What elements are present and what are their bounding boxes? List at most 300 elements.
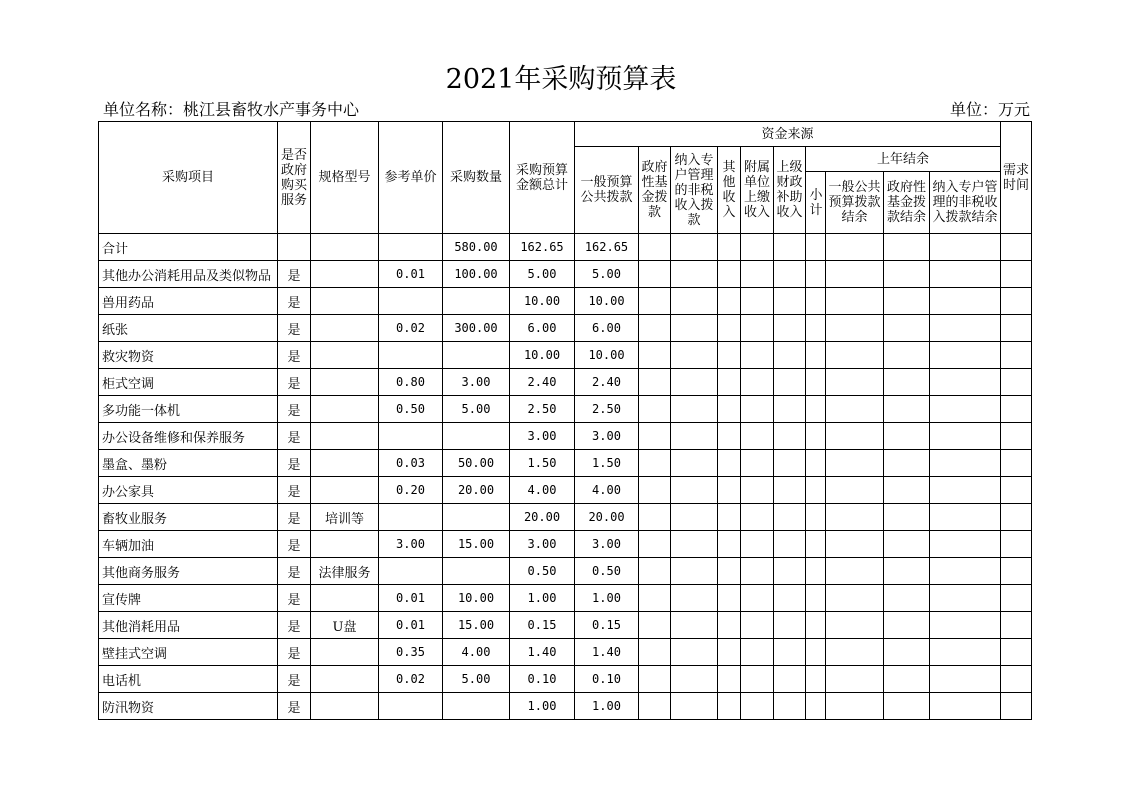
table-row xyxy=(99,639,1032,666)
cell-item: 壁挂式空调 xyxy=(99,639,278,666)
cell-empty xyxy=(639,585,671,612)
cell-unit-price xyxy=(379,288,443,315)
cell-gov-service: 是 xyxy=(278,693,311,720)
cell-item: 畜牧业服务 xyxy=(99,504,278,531)
cell-empty xyxy=(718,558,741,585)
cell-empty xyxy=(1001,531,1032,558)
cell-empty xyxy=(639,396,671,423)
cell-empty xyxy=(718,585,741,612)
cell-spec xyxy=(311,288,379,315)
cell-unit-price: 0.02 xyxy=(379,315,443,342)
table-row xyxy=(99,288,1032,315)
cell-gov-service: 是 xyxy=(278,450,311,477)
cell-general-budget: 3.00 xyxy=(575,531,639,558)
cell-empty xyxy=(671,315,718,342)
cell-empty xyxy=(671,423,718,450)
cell-empty xyxy=(671,693,718,720)
cell-empty xyxy=(930,504,1001,531)
cell-empty xyxy=(718,477,741,504)
cell-unit-price: 0.20 xyxy=(379,477,443,504)
cell-empty xyxy=(741,369,774,396)
cell-spec xyxy=(311,369,379,396)
cell-total: 1.50 xyxy=(510,450,575,477)
cell-unit-price: 3.00 xyxy=(379,531,443,558)
cell-empty xyxy=(774,369,806,396)
cell-empty xyxy=(826,531,884,558)
cell-unit-price: 0.35 xyxy=(379,639,443,666)
cell-gov-service: 是 xyxy=(278,666,311,693)
cell-general-budget: 2.40 xyxy=(575,369,639,396)
cell-item: 车辆加油 xyxy=(99,531,278,558)
cell-empty xyxy=(639,639,671,666)
cell-empty xyxy=(806,234,826,261)
cell-empty xyxy=(671,234,718,261)
cell-empty xyxy=(639,234,671,261)
table-row xyxy=(99,558,1032,585)
cell-general-budget: 1.00 xyxy=(575,693,639,720)
cell-unit-price: 0.03 xyxy=(379,450,443,477)
cell-empty xyxy=(774,504,806,531)
cell-gov-service: 是 xyxy=(278,612,311,639)
cell-empty xyxy=(826,315,884,342)
cell-spec xyxy=(311,234,379,261)
table-row xyxy=(99,666,1032,693)
cell-gov-service: 是 xyxy=(278,396,311,423)
cell-quantity: 20.00 xyxy=(443,477,510,504)
procurement-budget-table xyxy=(98,121,1032,720)
cell-general-budget: 3.00 xyxy=(575,423,639,450)
cell-total: 3.00 xyxy=(510,531,575,558)
cell-empty xyxy=(930,261,1001,288)
cell-item: 其他办公消耗用品及类似物品 xyxy=(99,261,278,288)
cell-total: 1.40 xyxy=(510,639,575,666)
cell-empty xyxy=(741,666,774,693)
table-row xyxy=(99,450,1032,477)
cell-empty xyxy=(884,693,930,720)
header-demand-time: 需求时间 xyxy=(1001,122,1032,234)
cell-empty xyxy=(774,558,806,585)
cell-empty xyxy=(741,315,774,342)
cell-empty xyxy=(806,558,826,585)
cell-gov-service: 是 xyxy=(278,423,311,450)
cell-empty xyxy=(930,234,1001,261)
cell-total: 2.40 xyxy=(510,369,575,396)
header-subtotal xyxy=(806,172,826,234)
cell-empty xyxy=(806,369,826,396)
cell-empty xyxy=(826,342,884,369)
cell-item: 其他消耗用品 xyxy=(99,612,278,639)
cell-item: 防汛物资 xyxy=(99,693,278,720)
cell-spec xyxy=(311,396,379,423)
cell-empty xyxy=(1001,342,1032,369)
cell-empty xyxy=(884,342,930,369)
cell-empty xyxy=(806,639,826,666)
cell-empty xyxy=(774,531,806,558)
cell-gov-service: 是 xyxy=(278,288,311,315)
cell-empty xyxy=(741,234,774,261)
cell-empty xyxy=(741,423,774,450)
cell-gov-service: 是 xyxy=(278,531,311,558)
header-total: 采购预算金额总计 xyxy=(510,122,575,234)
cell-empty xyxy=(930,612,1001,639)
cell-empty xyxy=(718,639,741,666)
cell-empty xyxy=(741,693,774,720)
cell-empty xyxy=(930,558,1001,585)
cell-item: 合计 xyxy=(99,234,278,261)
cell-empty xyxy=(671,585,718,612)
cell-spec xyxy=(311,693,379,720)
cell-empty xyxy=(718,396,741,423)
cell-quantity: 100.00 xyxy=(443,261,510,288)
cell-empty xyxy=(826,234,884,261)
cell-spec xyxy=(311,531,379,558)
cell-empty xyxy=(741,531,774,558)
cell-empty xyxy=(639,666,671,693)
cell-empty xyxy=(930,531,1001,558)
cell-empty xyxy=(718,423,741,450)
table-row xyxy=(99,315,1032,342)
header-ly-special: 纳入专户管理的非税收入拨款结余 xyxy=(930,172,1001,234)
cell-unit-price: 0.02 xyxy=(379,666,443,693)
table-row xyxy=(99,693,1032,720)
cell-total: 5.00 xyxy=(510,261,575,288)
cell-empty xyxy=(884,315,930,342)
cell-empty xyxy=(826,396,884,423)
cell-empty xyxy=(741,504,774,531)
cell-total: 1.00 xyxy=(510,693,575,720)
cell-empty xyxy=(930,288,1001,315)
cell-empty xyxy=(1001,693,1032,720)
cell-empty xyxy=(671,477,718,504)
header-superior: 上级财政补助收入 xyxy=(774,147,806,234)
cell-general-budget: 0.50 xyxy=(575,558,639,585)
cell-quantity: 15.00 xyxy=(443,531,510,558)
cell-empty xyxy=(826,261,884,288)
cell-spec: 法律服务 xyxy=(311,558,379,585)
cell-empty xyxy=(1001,423,1032,450)
cell-empty xyxy=(639,342,671,369)
cell-empty xyxy=(806,612,826,639)
cell-empty xyxy=(930,585,1001,612)
cell-empty xyxy=(741,477,774,504)
cell-empty xyxy=(930,666,1001,693)
cell-empty xyxy=(884,261,930,288)
cell-total: 0.10 xyxy=(510,666,575,693)
cell-unit-price: 0.01 xyxy=(379,612,443,639)
cell-empty xyxy=(671,558,718,585)
table-row xyxy=(99,342,1032,369)
cell-gov-service: 是 xyxy=(278,369,311,396)
cell-empty xyxy=(774,585,806,612)
cell-empty xyxy=(774,693,806,720)
cell-empty xyxy=(884,396,930,423)
header-gov-fund: 政府性基金拨款 xyxy=(639,147,671,234)
cell-empty xyxy=(741,585,774,612)
cell-empty xyxy=(826,612,884,639)
cell-empty xyxy=(774,666,806,693)
table-row xyxy=(99,261,1032,288)
cell-unit-price xyxy=(379,693,443,720)
cell-empty xyxy=(1001,234,1032,261)
cell-unit-price: 0.01 xyxy=(379,261,443,288)
cell-spec xyxy=(311,477,379,504)
cell-item: 多功能一体机 xyxy=(99,396,278,423)
header-ly-gov-fund: 政府性基金拨款结余 xyxy=(884,172,930,234)
cell-empty xyxy=(639,288,671,315)
cell-empty xyxy=(639,531,671,558)
cell-empty xyxy=(639,477,671,504)
cell-empty xyxy=(774,315,806,342)
cell-empty xyxy=(671,612,718,639)
cell-empty xyxy=(930,639,1001,666)
cell-empty xyxy=(718,288,741,315)
header-ly-general: 一般公共预算拨款结余 xyxy=(826,172,884,234)
cell-empty xyxy=(806,666,826,693)
cell-unit-price: 0.01 xyxy=(379,585,443,612)
header-fund-source: 资金来源 xyxy=(575,122,1001,147)
header-quantity: 采购数量 xyxy=(443,122,510,234)
header-item: 采购项目 xyxy=(99,122,278,234)
cell-empty xyxy=(741,612,774,639)
cell-empty xyxy=(806,396,826,423)
cell-empty xyxy=(1001,396,1032,423)
cell-empty xyxy=(1001,477,1032,504)
cell-general-budget: 4.00 xyxy=(575,477,639,504)
cell-quantity: 300.00 xyxy=(443,315,510,342)
cell-general-budget: 10.00 xyxy=(575,288,639,315)
cell-empty xyxy=(884,531,930,558)
cell-empty xyxy=(718,261,741,288)
cell-quantity xyxy=(443,342,510,369)
cell-general-budget: 1.40 xyxy=(575,639,639,666)
cell-spec xyxy=(311,639,379,666)
cell-quantity: 5.00 xyxy=(443,396,510,423)
cell-empty xyxy=(884,504,930,531)
cell-item: 墨盒、墨粉 xyxy=(99,450,278,477)
cell-empty xyxy=(930,423,1001,450)
cell-empty xyxy=(826,369,884,396)
cell-empty xyxy=(774,342,806,369)
cell-empty xyxy=(671,369,718,396)
cell-empty xyxy=(718,504,741,531)
cell-empty xyxy=(884,423,930,450)
cell-empty xyxy=(826,477,884,504)
cell-empty xyxy=(884,558,930,585)
cell-empty xyxy=(884,477,930,504)
cell-empty xyxy=(1001,558,1032,585)
cell-empty xyxy=(806,585,826,612)
table-row xyxy=(99,396,1032,423)
cell-empty xyxy=(806,423,826,450)
cell-empty xyxy=(884,450,930,477)
cell-empty xyxy=(826,639,884,666)
cell-spec xyxy=(311,342,379,369)
header-affiliate: 附属单位上缴收入 xyxy=(741,147,774,234)
cell-empty xyxy=(884,639,930,666)
cell-empty xyxy=(639,558,671,585)
cell-quantity: 5.00 xyxy=(443,666,510,693)
cell-empty xyxy=(741,261,774,288)
cell-empty xyxy=(1001,315,1032,342)
table-row xyxy=(99,585,1032,612)
cell-empty xyxy=(671,396,718,423)
cell-empty xyxy=(718,693,741,720)
cell-empty xyxy=(1001,639,1032,666)
cell-empty xyxy=(806,315,826,342)
cell-total: 0.15 xyxy=(510,612,575,639)
cell-empty xyxy=(671,666,718,693)
cell-empty xyxy=(806,261,826,288)
cell-gov-service: 是 xyxy=(278,261,311,288)
cell-unit-price: 0.50 xyxy=(379,396,443,423)
cell-general-budget: 1.50 xyxy=(575,450,639,477)
unit-name-label: 单位名称：桃江县畜牧水产事务中心 xyxy=(103,100,360,119)
cell-quantity xyxy=(443,423,510,450)
cell-empty xyxy=(806,693,826,720)
cell-spec xyxy=(311,423,379,450)
cell-empty xyxy=(741,450,774,477)
cell-empty xyxy=(884,234,930,261)
cell-empty xyxy=(806,477,826,504)
cell-empty xyxy=(718,315,741,342)
cell-empty xyxy=(826,450,884,477)
cell-empty xyxy=(930,396,1001,423)
cell-empty xyxy=(1001,288,1032,315)
cell-empty xyxy=(774,477,806,504)
cell-empty xyxy=(806,504,826,531)
cell-unit-price xyxy=(379,234,443,261)
cell-empty xyxy=(741,288,774,315)
table-row xyxy=(99,612,1032,639)
header-subtotal-text: 小计 xyxy=(809,187,823,218)
cell-empty xyxy=(774,450,806,477)
cell-general-budget: 20.00 xyxy=(575,504,639,531)
cell-item: 救灾物资 xyxy=(99,342,278,369)
cell-spec: 培训等 xyxy=(311,504,379,531)
cell-gov-service: 是 xyxy=(278,504,311,531)
header-other-income: 其他收入 xyxy=(718,147,741,234)
cell-gov-service: 是 xyxy=(278,558,311,585)
cell-empty xyxy=(1001,369,1032,396)
cell-empty xyxy=(639,693,671,720)
cell-gov-service: 是 xyxy=(278,315,311,342)
cell-empty xyxy=(774,423,806,450)
cell-general-budget: 5.00 xyxy=(575,261,639,288)
cell-empty xyxy=(930,693,1001,720)
cell-empty xyxy=(671,639,718,666)
cell-quantity xyxy=(443,288,510,315)
cell-general-budget: 0.10 xyxy=(575,666,639,693)
cell-general-budget: 1.00 xyxy=(575,585,639,612)
cell-gov-service xyxy=(278,234,311,261)
cell-empty xyxy=(826,585,884,612)
cell-empty xyxy=(826,558,884,585)
table-row xyxy=(99,477,1032,504)
cell-item: 宣传牌 xyxy=(99,585,278,612)
header-unit-price: 参考单价 xyxy=(379,122,443,234)
cell-empty xyxy=(806,288,826,315)
cell-spec xyxy=(311,666,379,693)
total-row xyxy=(99,234,1032,261)
cell-total: 162.65 xyxy=(510,234,575,261)
cell-empty xyxy=(639,315,671,342)
cell-empty xyxy=(671,450,718,477)
cell-empty xyxy=(884,612,930,639)
cell-spec: U盘 xyxy=(311,612,379,639)
cell-empty xyxy=(639,504,671,531)
cell-empty xyxy=(741,639,774,666)
cell-empty xyxy=(826,504,884,531)
cell-empty xyxy=(639,261,671,288)
cell-empty xyxy=(718,342,741,369)
cell-empty xyxy=(718,531,741,558)
header-general-budget: 一般预算公共拨款 xyxy=(575,147,639,234)
cell-total: 1.00 xyxy=(510,585,575,612)
cell-empty xyxy=(930,369,1001,396)
cell-item: 纸张 xyxy=(99,315,278,342)
cell-gov-service: 是 xyxy=(278,639,311,666)
cell-empty xyxy=(671,342,718,369)
cell-spec xyxy=(311,315,379,342)
cell-empty xyxy=(718,612,741,639)
cell-empty xyxy=(774,396,806,423)
cell-item: 电话机 xyxy=(99,666,278,693)
cell-unit-price xyxy=(379,342,443,369)
cell-gov-service: 是 xyxy=(278,342,311,369)
cell-total: 3.00 xyxy=(510,423,575,450)
cell-total: 6.00 xyxy=(510,315,575,342)
cell-total: 20.00 xyxy=(510,504,575,531)
cell-total: 10.00 xyxy=(510,288,575,315)
cell-total: 2.50 xyxy=(510,396,575,423)
cell-item: 柜式空调 xyxy=(99,369,278,396)
header-spec: 规格型号 xyxy=(311,122,379,234)
cell-quantity xyxy=(443,693,510,720)
cell-empty xyxy=(774,639,806,666)
cell-item: 其他商务服务 xyxy=(99,558,278,585)
header-last-year: 上年结余 xyxy=(806,147,1001,172)
page-title: 2021年采购预算表 xyxy=(445,64,677,95)
cell-general-budget: 0.15 xyxy=(575,612,639,639)
cell-empty xyxy=(806,531,826,558)
cell-total: 10.00 xyxy=(510,342,575,369)
cell-empty xyxy=(718,450,741,477)
cell-empty xyxy=(774,234,806,261)
cell-empty xyxy=(806,342,826,369)
header-special-nontax: 纳入专户管理的非税收入拨款 xyxy=(671,147,718,234)
cell-empty xyxy=(671,261,718,288)
cell-spec xyxy=(311,585,379,612)
cell-empty xyxy=(826,423,884,450)
cell-empty xyxy=(1001,261,1032,288)
cell-empty xyxy=(930,477,1001,504)
cell-empty xyxy=(774,612,806,639)
currency-unit-label: 单位：万元 xyxy=(949,100,1030,119)
cell-empty xyxy=(671,288,718,315)
cell-unit-price xyxy=(379,504,443,531)
cell-gov-service: 是 xyxy=(278,477,311,504)
cell-empty xyxy=(930,315,1001,342)
cell-empty xyxy=(774,288,806,315)
cell-empty xyxy=(1001,585,1032,612)
cell-empty xyxy=(1001,504,1032,531)
cell-quantity: 580.00 xyxy=(443,234,510,261)
cell-empty xyxy=(806,450,826,477)
table-row xyxy=(99,369,1032,396)
header-is-gov-service: 是否政府购买服务 xyxy=(278,122,311,234)
cell-empty xyxy=(826,666,884,693)
cell-general-budget: 2.50 xyxy=(575,396,639,423)
